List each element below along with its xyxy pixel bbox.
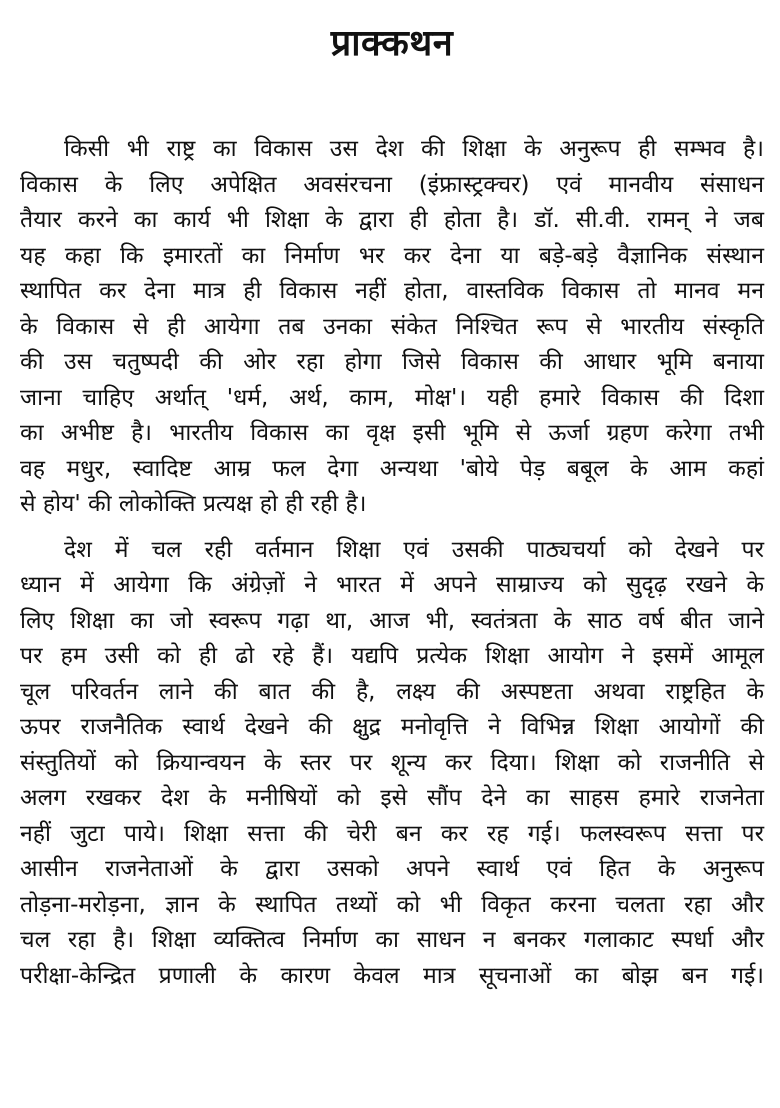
text-line: विकास के लिए अपेक्षित अवसंरचना (इंफ्रास्ट्रक्चर) एवं मानवीय संसाधन [20, 171, 764, 198]
text-line: से होय' की लोकोक्ति प्रत्यक्ष हो ही रही है। [20, 491, 367, 517]
text-line: स्थापित कर देना मात्र ही विकास नहीं होता, वास्तविक विकास तो मानव मन [20, 278, 764, 304]
text-line: तैयार करने का कार्य भी शिक्षा के द्वारा ही होता है। डॉ. सी.वी. रामन् ने जब [20, 207, 764, 233]
text-line: नहीं जुटा पाये। शिक्षा सत्ता की चेरी बन कर रह गई। फलस्वरूप सत्ता पर [20, 820, 764, 847]
paragraph-1 [20, 132, 764, 523]
page-title: प्राक्कथन [330, 23, 454, 64]
text-line: तोड़ना-मरोड़ना, ज्ञान के स्थापित तथ्यों को भी विकृत करना चलता रहा और [20, 891, 764, 918]
text-line: आसीन राजनेताओं के द्वारा उसको अपने स्वार्थ एवं हित के अनुरूप [20, 856, 764, 882]
text-line: संस्तुतियों को क्रियान्वयन के स्तर पर शून्य कर दिया। शिक्षा को राजनीति से [20, 749, 764, 776]
text-line: परीक्षा-केन्द्रित प्रणाली के कारण केवल मात्र सूचनाओं का बोझ बन गई। [20, 962, 764, 989]
text-line: पर हम उसी को ही ढो रहे हैं। यद्यपि प्रत्येक शिक्षा आयोग ने इसमें आमूल [20, 643, 764, 669]
document-body [20, 132, 764, 994]
paragraph-2 [20, 533, 764, 995]
text-line: का अभीष्ट है। भारतीय विकास का वृक्ष इसी भूमि से ऊर्जा ग्रहण करेगा तभी [20, 420, 764, 446]
text-line: चल रहा है। शिक्षा व्यक्तित्व निर्माण का साधन न बनकर गलाकाट स्पर्धा और [20, 927, 764, 953]
text-line: यह कहा कि इमारतों का निर्माण भर कर देना या बड़े-बड़े वैज्ञानिक संस्थान [20, 242, 764, 269]
text-line: लिए शिक्षा का जो स्वरूप गढ़ा था, आज भी, स्वतंत्रता के साठ वर्ष बीत जाने [20, 607, 764, 634]
text-line: जाना चाहिए अर्थात् 'धर्म, अर्थ, काम, मोक्ष'। यही हमारे विकास की दिशा [20, 384, 764, 411]
text-line: अलग रखकर देश के मनीषियों को इसे सौंप देने का साहस हमारे राजनेता [20, 785, 764, 811]
text-line: चूल परिवर्तन लाने की बात की है, लक्ष्य की अस्पष्टता अथवा राष्ट्रहित के [20, 678, 764, 705]
text-line: के विकास से ही आयेगा तब उनका संकेत निश्चित रूप से भारतीय संस्कृति [20, 313, 764, 340]
text-line: देश में चल रही वर्तमान शिक्षा एवं उसकी पाठ्यचर्या को देखने पर [64, 536, 764, 563]
text-line: वह मधुर, स्वादिष्ट आम्र फल देगा अन्यथा 'बोये पेड़ बबूल के आम कहां [20, 455, 764, 482]
text-line: किसी भी राष्ट्र का विकास उस देश की शिक्षा के अनुरूप ही सम्भव है। [64, 136, 764, 162]
text-line: ऊपर राजनैतिक स्वार्थ देखने की क्षुद्र मनोवृत्ति ने विभिन्न शिक्षा आयोगों की [20, 714, 764, 740]
text-line: की उस चतुष्पदी की ओर रहा होगा जिसे विकास की आधार भूमि बनाया [20, 349, 764, 375]
text-line: ध्यान में आयेगा कि अंग्रेज़ों ने भारत में अपने साम्राज्य को सुदृढ़ रखने के [20, 572, 764, 598]
